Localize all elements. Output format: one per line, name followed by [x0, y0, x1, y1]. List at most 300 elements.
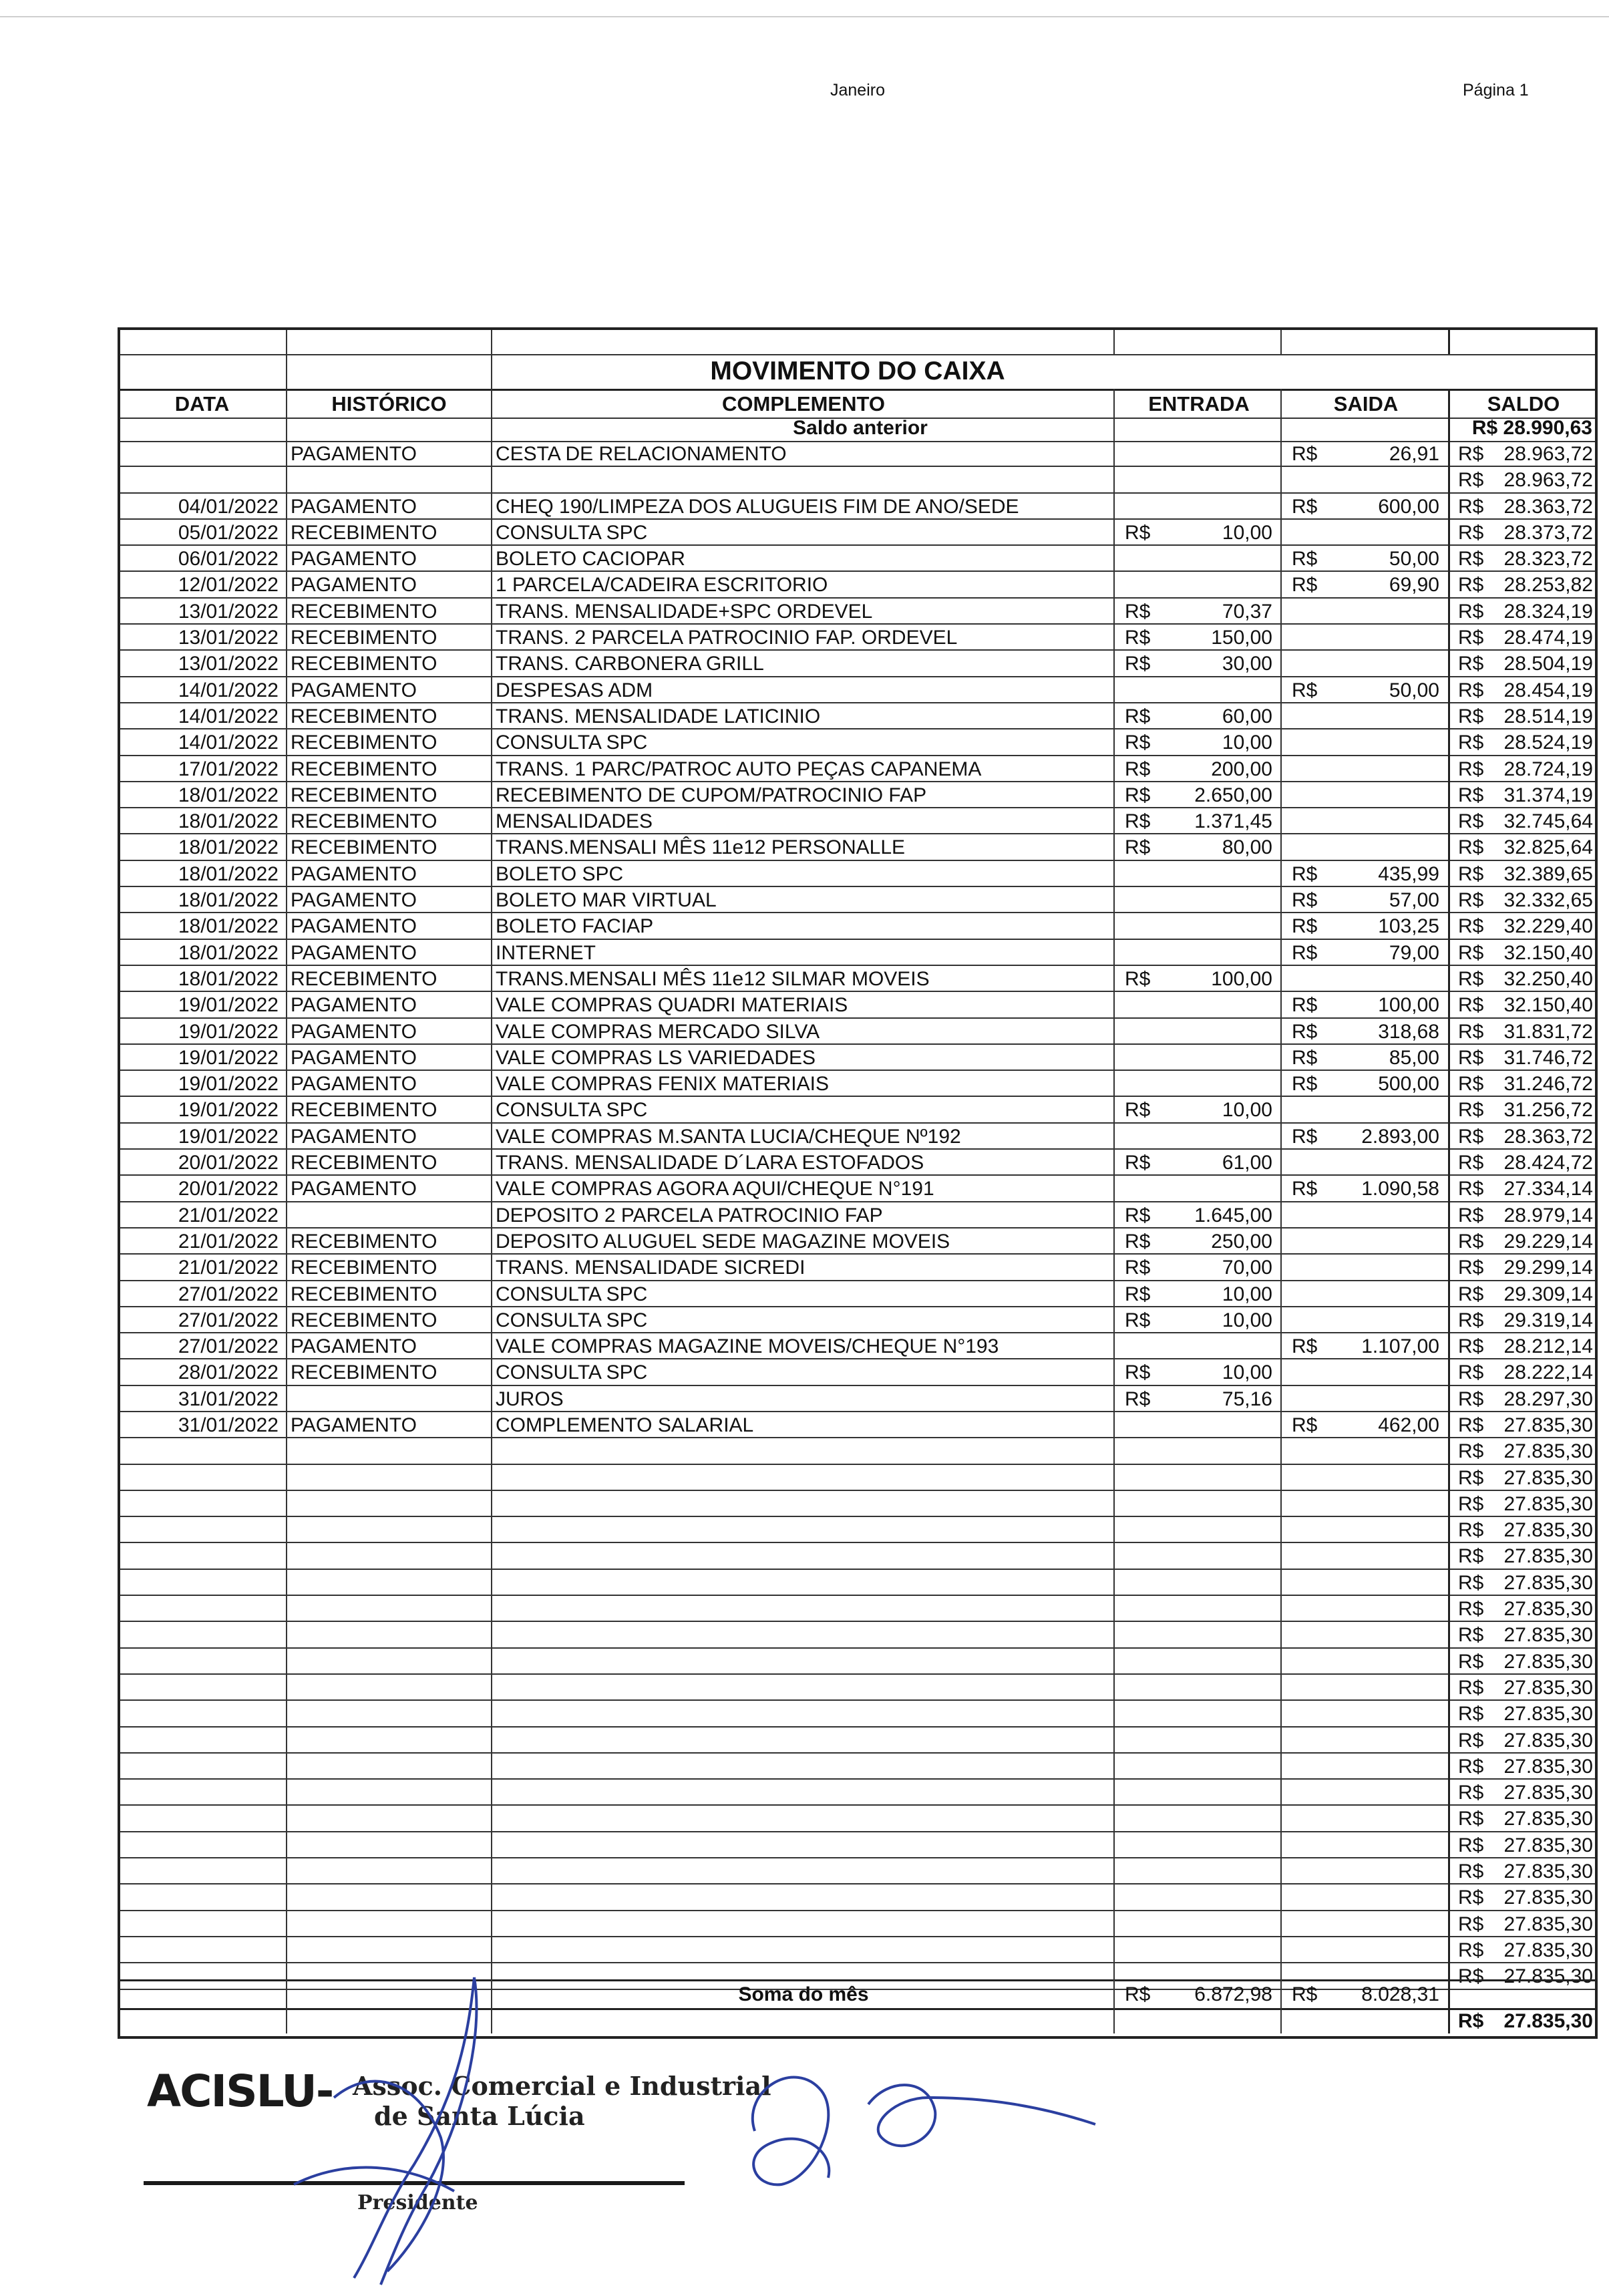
- table-row: [120, 1754, 1595, 1780]
- currency-symbol: R$: [1458, 2010, 1484, 2032]
- cell-data: 18/01/2022: [178, 967, 279, 990]
- currency-symbol: R$: [1125, 1983, 1151, 2005]
- cell-saida: [1285, 940, 1449, 965]
- table-row: [120, 966, 1595, 992]
- cell-saldo: [1451, 1517, 1598, 1542]
- saldo-anterior-row: [120, 416, 1595, 442]
- cell-data: [120, 1780, 284, 1804]
- cell-saldo-value: 27.835,30: [1503, 1492, 1593, 1515]
- currency-symbol: R$: [1458, 836, 1484, 859]
- currency-symbol: R$: [1292, 1125, 1318, 1148]
- table-row: [120, 651, 1595, 677]
- currency-symbol: R$: [1458, 1624, 1484, 1647]
- col-divider: [1113, 389, 1115, 2033]
- currency-symbol: R$: [1458, 1466, 1484, 1489]
- cell-saldo-value: 27.835,30: [1503, 1414, 1593, 1436]
- cell-complemento: TRANS. MENSALIDADE+SPC ORDEVEL: [496, 600, 873, 623]
- cell-saldo-value: 28.454,19: [1503, 679, 1593, 701]
- currency-symbol: R$: [1458, 1650, 1484, 1673]
- table-row: [120, 546, 1595, 572]
- cell-historico: RECEBIMENTO: [291, 1152, 437, 1174]
- cell-saldo: [1451, 1465, 1598, 1490]
- currency-symbol: R$: [1458, 1860, 1484, 1883]
- currency-symbol: R$: [1458, 1755, 1484, 1778]
- page-header-rule: [0, 16, 1609, 17]
- currency-symbol: R$: [1458, 1782, 1484, 1804]
- cell-entrada: [1118, 729, 1282, 754]
- cell-saida-value: 462,00: [1378, 1414, 1439, 1436]
- col-divider: [286, 330, 287, 2033]
- table-row: [120, 1858, 1595, 1884]
- cell-saldo-value: 29.309,14: [1503, 1283, 1593, 1305]
- cell-saldo: [1451, 1097, 1598, 1122]
- currency-symbol: R$: [1458, 967, 1484, 990]
- currency-symbol: R$: [1292, 1020, 1318, 1043]
- table-row: [120, 808, 1595, 834]
- cell-saldo: [1451, 1806, 1598, 1830]
- cell-complemento: BOLETO FACIAP: [496, 915, 654, 938]
- currency-symbol: R$: [1458, 1099, 1484, 1122]
- cell-complemento: CONSULTA SPC: [496, 521, 648, 544]
- table-row: [120, 861, 1595, 887]
- cell-saldo-value: 27.835,30: [1503, 1729, 1593, 1752]
- cell-saldo-value: 27.835,30: [1503, 1913, 1593, 1935]
- cell-historico: RECEBIMENTO: [291, 1309, 437, 1331]
- cell-historico: RECEBIMENTO: [291, 1257, 437, 1279]
- cell-saldo: [1451, 1491, 1598, 1516]
- cell-saldo: [1451, 1780, 1598, 1804]
- cell-saldo-value: 28.514,19: [1503, 705, 1593, 727]
- cell-saldo-value: 32.150,40: [1503, 994, 1593, 1017]
- cell-saldo: [1451, 887, 1598, 912]
- currency-symbol: R$: [1125, 1309, 1151, 1331]
- table-row: [120, 1150, 1595, 1176]
- cell-historico: PAGAMENTO: [291, 443, 417, 465]
- table-row: [120, 1071, 1595, 1097]
- cell-complemento: VALE COMPRAS FENIX MATERIAIS: [496, 1073, 829, 1096]
- cell-complemento: CONSULTA SPC: [496, 1099, 648, 1122]
- cell-saldo-value: 28.963,72: [1503, 443, 1593, 465]
- cell-saldo: [1451, 1543, 1598, 1568]
- cell-historico: RECEBIMENTO: [291, 521, 437, 544]
- currency-symbol: R$: [1458, 889, 1484, 912]
- cell-saldo: [1451, 546, 1598, 570]
- cell-historico: [291, 1465, 491, 1490]
- cell-entrada-value: 60,00: [1222, 705, 1272, 727]
- currency-symbol: R$: [1458, 1545, 1484, 1568]
- stamp-role: Presidente: [357, 2191, 478, 2215]
- cell-entrada-value: 100,00: [1211, 967, 1272, 990]
- currency-symbol: R$: [1458, 731, 1484, 754]
- currency-symbol: R$: [1125, 1099, 1151, 1122]
- currency-symbol: R$: [1458, 469, 1484, 492]
- cell-entrada-value: 1.371,45: [1194, 810, 1272, 833]
- currency-symbol: R$: [1458, 1676, 1484, 1699]
- cell-saldo-value: 28.963,72: [1503, 469, 1593, 492]
- cell-data: 13/01/2022: [178, 600, 279, 623]
- cell-saida-value: 1.090,58: [1361, 1178, 1439, 1200]
- currency-symbol: R$: [1125, 810, 1151, 833]
- cell-data: [120, 441, 284, 466]
- cell-saldo: [1451, 1622, 1598, 1647]
- cell-entrada-value: 10,00: [1222, 1361, 1272, 1384]
- stamp-org-name: Assoc. Comercial e Industrial: [353, 2071, 771, 2101]
- cell-saldo-value: 27.835,30: [1503, 1887, 1593, 1909]
- cell-historico: PAGAMENTO: [291, 679, 417, 701]
- currency-symbol: R$: [1458, 495, 1484, 518]
- table-row: [120, 1649, 1595, 1675]
- cell-saldo: [1451, 782, 1598, 807]
- cell-saida: [1285, 441, 1449, 466]
- cell-saida-value: 435,99: [1378, 862, 1439, 885]
- cell-saida: [1285, 887, 1449, 912]
- cell-data: 27/01/2022: [178, 1335, 279, 1358]
- cell-complemento: CHEQ 190/LIMPEZA DOS ALUGUEIS FIM DE ANO/SEDE: [496, 495, 1019, 518]
- table-row: [120, 520, 1595, 546]
- cell-entrada: [1118, 1097, 1282, 1122]
- cell-saldo-value: 27.835,30: [1503, 1965, 1593, 1988]
- col-divider: [1448, 330, 1450, 354]
- cell-saida-value: 600,00: [1378, 495, 1439, 518]
- table-row: [120, 467, 1595, 493]
- cell-saldo-value: 27.835,30: [1503, 1519, 1593, 1542]
- cell-entrada-value: 10,00: [1222, 1309, 1272, 1331]
- currency-symbol: R$: [1125, 653, 1151, 675]
- currency-symbol: R$: [1458, 1230, 1484, 1253]
- cell-data: [120, 1858, 284, 1883]
- cell-saldo-value: 27.835,30: [1503, 1834, 1593, 1856]
- currency-symbol: R$: [1458, 862, 1484, 885]
- currency-symbol: R$: [1458, 1703, 1484, 1726]
- cell-saldo: [1451, 1281, 1598, 1306]
- cell-saldo-value: 27.835,30: [1503, 1676, 1593, 1699]
- cell-entrada: [1118, 1386, 1282, 1411]
- cell-complemento: COMPLEMENTO SALARIAL: [496, 1414, 754, 1436]
- currency-symbol: R$: [1458, 521, 1484, 544]
- cell-historico: [291, 1596, 491, 1621]
- cell-entrada-value: 1.645,00: [1194, 1204, 1272, 1226]
- cell-saldo: [1451, 808, 1598, 833]
- table-row: [120, 1359, 1595, 1385]
- cell-complemento: MENSALIDADES: [496, 810, 653, 833]
- cell-entrada: [1118, 1202, 1282, 1227]
- col-header-complemento: COMPLEMENTO: [722, 392, 885, 416]
- cell-historico: [291, 1780, 491, 1804]
- cell-historico: RECEBIMENTO: [291, 836, 437, 859]
- cell-saldo: [1451, 1150, 1598, 1174]
- cell-historico: RECEBIMENTO: [291, 967, 437, 990]
- cell-saldo: [1451, 1045, 1598, 1070]
- cell-saldo-value: 32.825,64: [1503, 836, 1593, 859]
- cell-entrada-value: 75,16: [1222, 1387, 1272, 1410]
- cell-historico: [291, 1543, 491, 1568]
- cell-saldo: [1451, 1412, 1598, 1437]
- cell-entrada-value: 2.650,00: [1194, 784, 1272, 806]
- saldo-anterior-value: R$ 28.990,63: [1471, 417, 1592, 439]
- currency-symbol: R$: [1458, 1414, 1484, 1436]
- currency-symbol: R$: [1458, 994, 1484, 1017]
- cell-entrada-value: 10,00: [1222, 521, 1272, 544]
- cell-saida-value: 57,00: [1389, 889, 1439, 912]
- cell-saida-value: 1.107,00: [1361, 1335, 1439, 1358]
- table-row: [120, 940, 1595, 966]
- cell-saldo-value: 27.835,30: [1503, 1782, 1593, 1804]
- cell-complemento: CONSULTA SPC: [496, 731, 648, 754]
- cell-data: 17/01/2022: [178, 758, 279, 780]
- table-row: [120, 1543, 1595, 1569]
- table-row: [120, 1438, 1595, 1464]
- cell-historico: PAGAMENTO: [291, 994, 417, 1017]
- cell-data: [120, 1728, 284, 1752]
- currency-symbol: R$: [1458, 1309, 1484, 1331]
- currency-symbol: R$: [1458, 1965, 1484, 1988]
- cell-entrada: [1118, 834, 1282, 859]
- cell-saldo: [1451, 1255, 1598, 1279]
- cell-complemento: CONSULTA SPC: [496, 1283, 648, 1305]
- currency-symbol: R$: [1292, 1983, 1318, 2005]
- cell-data: [120, 1675, 284, 1699]
- cell-saldo: [1451, 1937, 1598, 1962]
- cell-saldo: [1451, 940, 1598, 965]
- cell-saldo: [1451, 599, 1598, 623]
- cell-historico: RECEBIMENTO: [291, 1099, 437, 1122]
- cell-historico: RECEBIMENTO: [291, 784, 437, 806]
- cell-data: [120, 1649, 284, 1673]
- currency-symbol: R$: [1125, 600, 1151, 623]
- cell-saida: [1285, 572, 1449, 597]
- soma-entrada-value: 6.872,98: [1194, 1983, 1272, 2005]
- table-row: [120, 1728, 1595, 1754]
- currency-symbol: R$: [1292, 1414, 1318, 1436]
- cell-complemento: CONSULTA SPC: [496, 1361, 648, 1384]
- cell-saida: [1285, 494, 1449, 518]
- col-divider: [1280, 389, 1282, 2033]
- table-row: [120, 494, 1595, 520]
- cell-saldo-value: 27.835,30: [1503, 1598, 1593, 1621]
- cell-data: 12/01/2022: [178, 574, 279, 597]
- currency-symbol: R$: [1125, 521, 1151, 544]
- soma-do-mes-label: Soma do mês: [738, 1983, 869, 2005]
- cell-historico: PAGAMENTO: [291, 1178, 417, 1200]
- currency-symbol: R$: [1125, 731, 1151, 754]
- table-row: [120, 756, 1595, 782]
- cell-data: 04/01/2022: [178, 495, 279, 518]
- cell-complemento: VALE COMPRAS AGORA AQUI/CHEQUE N°191: [496, 1178, 934, 1200]
- currency-symbol: R$: [1292, 915, 1318, 938]
- table-row: [120, 572, 1595, 598]
- cell-data: 18/01/2022: [178, 862, 279, 885]
- currency-symbol: R$: [1125, 1152, 1151, 1174]
- currency-symbol: R$: [1458, 548, 1484, 570]
- currency-symbol: R$: [1458, 1361, 1484, 1384]
- cell-entrada-value: 250,00: [1211, 1230, 1272, 1253]
- currency-symbol: R$: [1292, 495, 1318, 518]
- cell-complemento: TRANS.MENSALI MÊS 11e12 SILMAR MOVEIS: [496, 967, 930, 990]
- table-row: [120, 1596, 1595, 1622]
- cell-data: 05/01/2022: [178, 521, 279, 544]
- cell-data: [120, 1517, 284, 1542]
- president-signature: [254, 1964, 561, 2296]
- cell-data: 19/01/2022: [178, 1073, 279, 1096]
- cell-saldo-value: 32.389,65: [1503, 862, 1593, 885]
- cell-saida-value: 79,00: [1389, 941, 1439, 964]
- cell-saldo-value: 32.250,40: [1503, 967, 1593, 990]
- currency-symbol: R$: [1458, 1887, 1484, 1909]
- cell-historico: [291, 1570, 491, 1595]
- cell-data: 31/01/2022: [178, 1387, 279, 1410]
- cell-saida: [1285, 1071, 1449, 1096]
- cell-historico: [291, 1649, 491, 1673]
- table-row: [120, 782, 1595, 808]
- cell-saldo-value: 28.524,19: [1503, 731, 1593, 754]
- cell-historico: PAGAMENTO: [291, 889, 417, 912]
- cell-data: [120, 1806, 284, 1830]
- cell-saldo: [1451, 1228, 1598, 1253]
- cell-data: 18/01/2022: [178, 889, 279, 912]
- cell-saida: [1285, 1019, 1449, 1043]
- cell-saldo-value: 31.831,72: [1503, 1020, 1593, 1043]
- cell-historico: RECEBIMENTO: [291, 705, 437, 727]
- cell-saldo-value: 27.835,30: [1503, 1939, 1593, 1961]
- ledger-rows: [120, 441, 1595, 1990]
- cell-saida: [1285, 861, 1449, 886]
- cell-data: [120, 1622, 284, 1647]
- cell-entrada: [1118, 1281, 1282, 1306]
- cell-data: [120, 1754, 284, 1778]
- cell-saldo-value: 28.323,72: [1503, 548, 1593, 570]
- cell-historico: [291, 1754, 491, 1778]
- col-divider: [1448, 389, 1450, 2033]
- cell-saldo-value: 27.835,30: [1503, 1571, 1593, 1594]
- cell-entrada-value: 30,00: [1222, 653, 1272, 675]
- cell-saldo-value: 28.253,82: [1503, 574, 1593, 597]
- cell-saldo: [1451, 1596, 1598, 1621]
- cell-saldo: [1451, 1202, 1598, 1227]
- table-row: [120, 1176, 1595, 1202]
- cell-historico: [291, 1806, 491, 1830]
- cell-saldo: [1451, 1701, 1598, 1726]
- currency-symbol: R$: [1458, 1834, 1484, 1856]
- page-header-month: Janeiro: [830, 81, 885, 100]
- cell-data: 18/01/2022: [178, 810, 279, 833]
- cell-entrada: [1118, 782, 1282, 807]
- stamp-org-city: de Santa Lúcia: [374, 2101, 585, 2131]
- cell-entrada: [1118, 599, 1282, 623]
- cell-entrada: [1118, 1307, 1282, 1332]
- cell-entrada-value: 10,00: [1222, 1283, 1272, 1305]
- currency-symbol: R$: [1125, 1283, 1151, 1305]
- cell-entrada-value: 70,37: [1222, 600, 1272, 623]
- top-blank-row: [120, 330, 1595, 355]
- cell-saida-value: 69,90: [1389, 574, 1439, 597]
- soma-saida-value: 8.028,31: [1361, 1983, 1439, 2005]
- cash-ledger-table: [118, 327, 1598, 2039]
- currency-symbol: R$: [1458, 1073, 1484, 1096]
- cell-entrada-value: 10,00: [1222, 1099, 1272, 1122]
- cell-data: 19/01/2022: [178, 1099, 279, 1122]
- cell-entrada: [1118, 808, 1282, 833]
- currency-symbol: R$: [1458, 1283, 1484, 1305]
- cell-complemento: VALE COMPRAS M.SANTA LUCIA/CHEQUE Nº192: [496, 1125, 961, 1148]
- currency-symbol: R$: [1292, 679, 1318, 701]
- acislu-logo: ACISLU-: [147, 2066, 333, 2117]
- cell-saldo: [1451, 1307, 1598, 1332]
- cell-complemento: RECEBIMENTO DE CUPOM/PATROCINIO FAP: [496, 784, 927, 806]
- cell-saida: [1285, 1412, 1449, 1437]
- cell-saldo-value: 28.724,19: [1503, 758, 1593, 780]
- cell-historico: [291, 1491, 491, 1516]
- cell-data: 19/01/2022: [178, 1046, 279, 1069]
- cell-saida-value: 26,91: [1389, 443, 1439, 465]
- currency-symbol: R$: [1458, 1571, 1484, 1594]
- cell-saldo-value: 27.835,30: [1503, 1808, 1593, 1830]
- cell-saldo-value: 32.229,40: [1503, 915, 1593, 938]
- col-divider: [491, 330, 492, 2033]
- currency-symbol: R$: [1458, 1492, 1484, 1515]
- cell-complemento: TRANS. 2 PARCELA PATROCINIO FAP. ORDEVEL: [496, 627, 958, 649]
- cell-saida-value: 318,68: [1378, 1020, 1439, 1043]
- col-header-entrada: ENTRADA: [1148, 392, 1250, 416]
- table-row: [120, 1045, 1595, 1071]
- cell-saldo-value: 29.229,14: [1503, 1230, 1593, 1253]
- table-row: [120, 1386, 1595, 1412]
- cell-saldo: [1451, 467, 1598, 492]
- cell-saldo: [1451, 966, 1598, 991]
- cell-saldo: [1451, 1071, 1598, 1096]
- cell-complemento: DEPOSITO 2 PARCELA PATROCINIO FAP: [496, 1204, 883, 1226]
- currency-symbol: R$: [1292, 443, 1318, 465]
- cell-entrada-value: 200,00: [1211, 758, 1272, 780]
- cell-saldo: [1451, 441, 1598, 466]
- cell-data: [120, 1911, 284, 1936]
- cell-data: 18/01/2022: [178, 784, 279, 806]
- cell-complemento: VALE COMPRAS MAGAZINE MOVEIS/CHEQUE N°193: [496, 1335, 999, 1358]
- cell-complemento: 1 PARCELA/CADEIRA ESCRITORIO: [496, 574, 828, 597]
- cell-data: [120, 1491, 284, 1516]
- cell-historico: RECEBIMENTO: [291, 600, 437, 623]
- cell-data: [120, 467, 284, 492]
- cell-saida: [1285, 1124, 1449, 1148]
- cell-historico: PAGAMENTO: [291, 1125, 417, 1148]
- table-row: [120, 1228, 1595, 1255]
- table-row: [120, 1491, 1595, 1517]
- cell-saldo-value: 27.334,14: [1503, 1178, 1593, 1200]
- cell-saida: [1285, 992, 1449, 1017]
- cell-historico: [291, 1832, 491, 1857]
- cell-saldo: [1451, 703, 1598, 728]
- currency-symbol: R$: [1125, 967, 1151, 990]
- cell-saldo-value: 27.835,30: [1503, 1624, 1593, 1647]
- cell-entrada: [1118, 966, 1282, 991]
- cell-complemento: CONSULTA SPC: [496, 1309, 648, 1331]
- currency-symbol: R$: [1292, 862, 1318, 885]
- cell-data: [120, 1596, 284, 1621]
- cell-saldo: [1451, 1911, 1598, 1936]
- cell-saldo-value: 32.745,64: [1503, 810, 1593, 833]
- table-row: [120, 1333, 1595, 1359]
- col-header-data: DATA: [174, 392, 230, 416]
- cell-data: 14/01/2022: [178, 731, 279, 754]
- cell-historico: [291, 467, 491, 492]
- cell-saldo: [1451, 834, 1598, 859]
- column-headers: [120, 389, 1595, 419]
- cell-complemento: JUROS: [496, 1387, 564, 1410]
- table-row: [120, 1465, 1595, 1491]
- cell-data: 13/01/2022: [178, 627, 279, 649]
- cell-saldo-value: 27.835,30: [1503, 1755, 1593, 1778]
- currency-symbol: R$: [1125, 1257, 1151, 1279]
- cell-saldo: [1451, 756, 1598, 781]
